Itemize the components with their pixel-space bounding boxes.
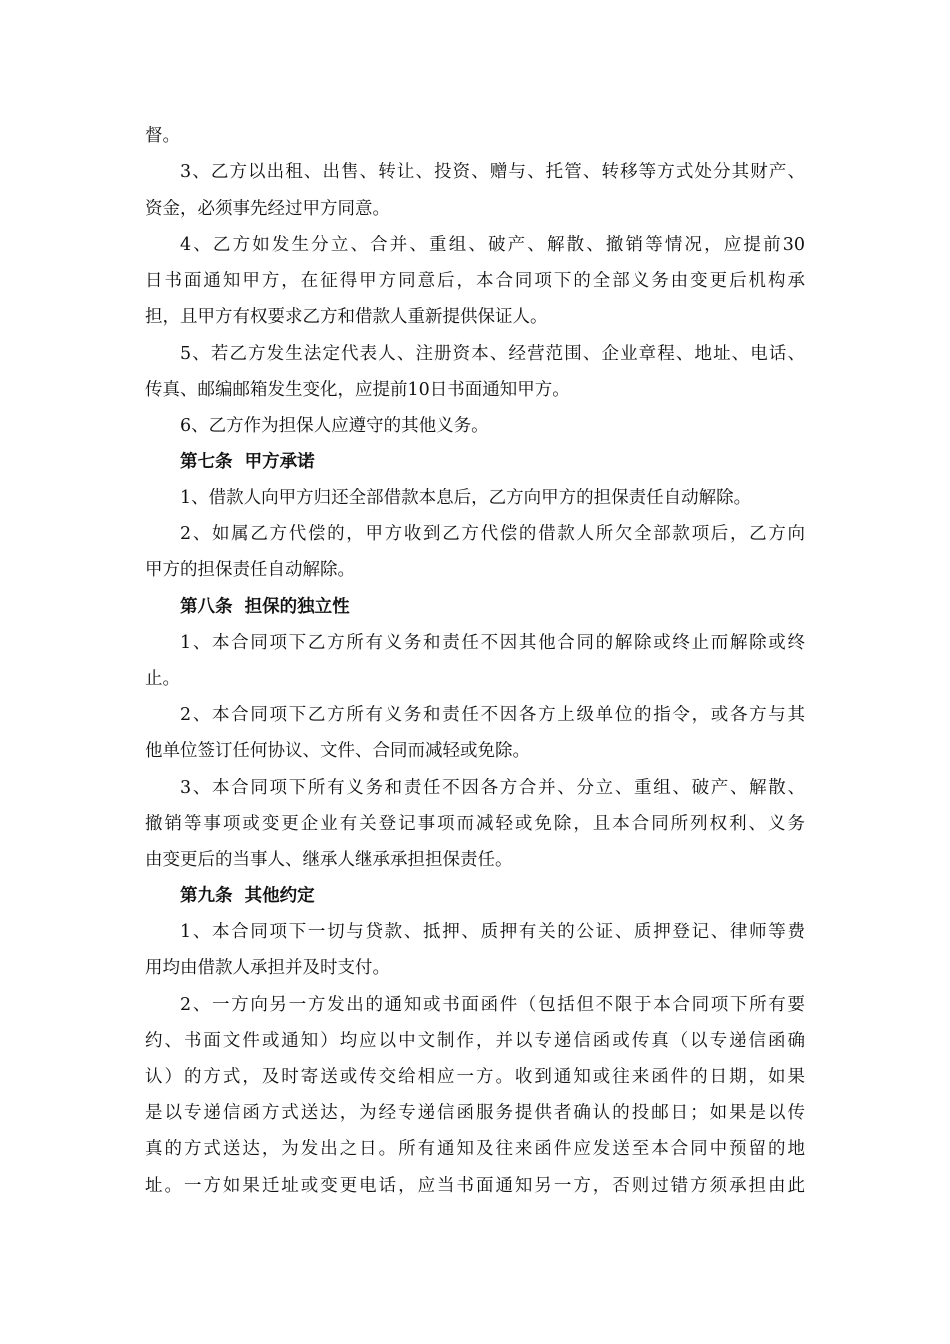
text-line: 1、本合同项下一切与贷款、抵押、质押有关的公证、质押登记、律师等费 (180, 922, 805, 942)
text-line: 日书面通知甲方，在征得甲方同意后，本合同项下的全部义务由变更后机构承 (145, 271, 805, 291)
text-line: 由变更后的当事人、继承人继承承担担保责任。 (145, 850, 513, 870)
section-heading: 第七条 甲方承诺 (180, 452, 315, 472)
text-line: 他单位签订任何协议、文件、合同而减轻或免除。 (145, 741, 530, 761)
text-line: 用均由借款人承担并及时支付。 (145, 958, 390, 978)
text-line: 5、若乙方发生法定代表人、注册资本、经营范围、企业章程、地址、电话、 (180, 344, 805, 364)
text-line: 1、本合同项下乙方所有义务和责任不因其他合同的解除或终止而解除或终 (180, 633, 805, 653)
text-line: 认）的方式，及时寄送或传交给相应一方。收到通知或往来函件的日期，如果 (145, 1067, 805, 1087)
text-line: 2、如属乙方代偿的，甲方收到乙方代偿的借款人所欠全部款项后，乙方向 (180, 524, 805, 544)
text-line: 是以专递信函方式送达，为经专递信函服务提供者确认的投邮日；如果是以传 (145, 1103, 805, 1123)
text-line: 6、乙方作为担保人应遵守的其他义务。 (180, 416, 489, 436)
text-line: 3、本合同项下所有义务和责任不因各方合并、分立、重组、破产、解散、 (180, 778, 805, 798)
text-line: 址。一方如果迁址或变更电话，应当书面通知另一方，否则过错方须承担由此 (145, 1176, 805, 1196)
text-line: 甲方的担保责任自动解除。 (145, 560, 355, 580)
section-heading: 第八条 担保的独立性 (180, 597, 350, 617)
text-line: 1、借款人向甲方归还全部借款本息后，乙方向甲方的担保责任自动解除。 (180, 488, 752, 508)
text-line: 传真、邮编邮箱发生变化，应提前10日书面通知甲方。 (145, 380, 570, 400)
text-line: 撤销等事项或变更企业有关登记事项而减轻或免除，且本合同所列权利、义务 (145, 814, 805, 834)
text-line: 真的方式送达，为发出之日。所有通知及往来函件应发送至本合同中预留的地 (145, 1139, 805, 1159)
text-line: 4、乙方如发生分立、合并、重组、破产、解散、撤销等情况，应提前30 (180, 235, 805, 255)
text-line: 资金，必须事先经过甲方同意。 (145, 199, 390, 219)
text-line: 担，且甲方有权要求乙方和借款人重新提供保证人。 (145, 307, 548, 327)
text-line: 2、本合同项下乙方所有义务和责任不因各方上级单位的指令，或各方与其 (180, 705, 805, 725)
text-line: 约、书面文件或通知）均应以中文制作，并以专递信函或传真（以专递信函确 (145, 1031, 805, 1051)
text-line: 2、一方向另一方发出的通知或书面函件（包括但不限于本合同项下所有要 (180, 995, 805, 1015)
text-line: 3、乙方以出租、出售、转让、投资、赠与、托管、转移等方式处分其财产、 (180, 162, 805, 182)
text-line: 止。 (145, 669, 180, 689)
text-line: 督。 (145, 126, 180, 146)
section-heading: 第九条 其他约定 (180, 886, 315, 906)
